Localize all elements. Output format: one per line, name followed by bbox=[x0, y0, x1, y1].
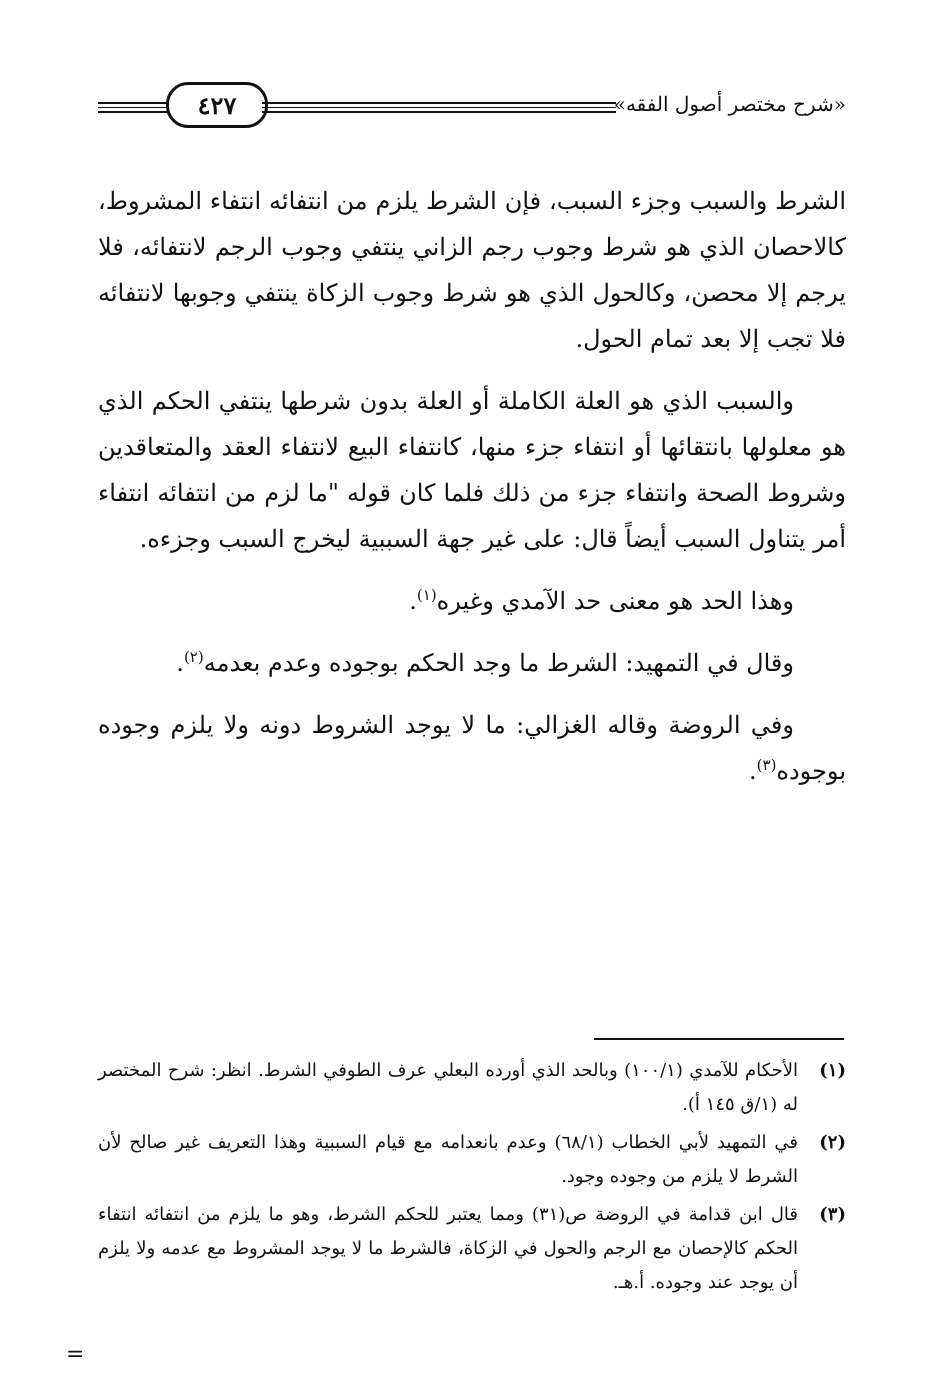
paragraph-text: وفي الروضة وقاله الغزالي: ما لا يوجد الشروط دونه ولا يلزم وجوده بوجوده bbox=[98, 711, 846, 785]
paragraph-text: والسبب الذي هو العلة الكاملة أو العلة بدون شرطها ينتفي الحكم الذي هو معلولها بانتقائها أو انتفاء جزء منها، كانتفاء البيع لانتفاء العقد والمتعاقدين وشروط الصحة وانتفاء جزء من ذلك فلما كان قوله "ما لزم من انتفائه انتفاء أمر يتناول السبب أيضاً قال: على غير جهة السببية ليخرج السبب وجزءه. bbox=[98, 387, 846, 553]
page-number: ٤٢٧ bbox=[166, 82, 268, 128]
paragraph-tail: . bbox=[176, 649, 184, 677]
footnote-ref: (٣) bbox=[756, 756, 777, 774]
footnote-ref: (١) bbox=[416, 586, 437, 604]
footnote-ref: (٢) bbox=[183, 648, 204, 666]
footnote-text: قال ابن قدامة في الروضة ص(٣١) ومما يعتبر للحكم الشرط، وهو ما يلزم من انتفائه انتفاء الحكم كالإحصان مع الرجم والحول في الزكاة، فالشرط ما لا يوجد المشروط مع عدمه ولا يلزم أن يوجد عند وجوده. أ.هـ. bbox=[98, 1204, 798, 1293]
footnote-number: (٣) bbox=[819, 1204, 846, 1225]
footnote-item bbox=[98, 1054, 846, 1122]
paragraph bbox=[98, 640, 846, 686]
footnote-item bbox=[98, 1198, 846, 1300]
footnote-item bbox=[98, 1126, 846, 1194]
running-title: «شرح مختصر أصول الفقه» bbox=[613, 92, 846, 116]
paragraph bbox=[98, 378, 846, 562]
paragraph-tail: . bbox=[749, 757, 757, 785]
paragraph bbox=[98, 578, 846, 624]
paragraph-tail: . bbox=[409, 587, 417, 615]
footnote-separator bbox=[594, 1038, 844, 1040]
header-rule-right bbox=[262, 102, 616, 116]
footnote-number: (١) bbox=[819, 1060, 846, 1081]
footnote-text: في التمهيد لأبي الخطاب (٦٨/١) وعدم بانعدامه مع قيام السببية وهذا التعريف غير صالح لأن الشرط لا يلزم من وجوده وجود. bbox=[98, 1132, 798, 1187]
page-header bbox=[98, 78, 846, 134]
paragraph-text: وقال في التمهيد: الشرط ما وجد الحكم بوجوده وعدم بعدمه bbox=[203, 649, 794, 677]
paragraph bbox=[98, 178, 846, 362]
footnote-number: (٢) bbox=[819, 1132, 846, 1153]
main-text bbox=[98, 178, 846, 810]
continuation-mark: = bbox=[66, 1342, 85, 1367]
footnotes bbox=[98, 1054, 846, 1304]
paragraph-text: وهذا الحد هو معنى حد الآمدي وغيره bbox=[436, 587, 794, 615]
paragraph-text: الشرط والسبب وجزء السبب، فإن الشرط يلزم من انتفائه انتفاء المشروط، كالاحصان الذي هو شرط وجوب رجم الزاني ينتفي وجوب الرجم لانتفائه، فلا يرجم إلا محصن، وكالحول الذي هو شرط وجوب الزكاة ينتفي وجوبها لانتفائه فلا تجب إلا بعد تمام الحول. bbox=[98, 187, 846, 353]
paragraph bbox=[98, 702, 846, 794]
footnote-text: الأحكام للآمدي (١٠٠/١) وبالحد الذي أورده البعلي عرف الطوفي الشرط. انظر: شرح المختصر له (١/ق ١٤٥ أ). bbox=[98, 1060, 798, 1115]
